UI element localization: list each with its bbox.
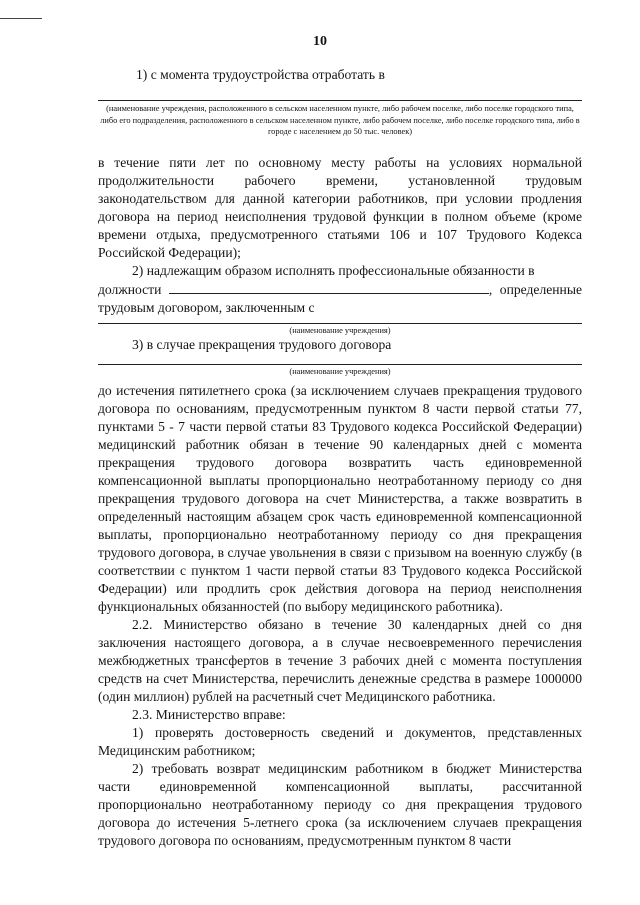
position-blank <box>169 280 489 294</box>
clause-2-tail: трудовым договором, заключенным с <box>98 299 315 315</box>
scan-corner-mark <box>0 18 42 19</box>
clause-2-position-label: должности <box>98 281 162 297</box>
clause-1-caption: (наименование учреждения, расположенного в сельском населенном пункте, либо рабочем поселке, либо поселке городского типа, либо его подразделения, расположенного в сельском населенном пункте, либо рабочем поселке, либо поселке городского типа, либо в городе с населением до 50 тыс. человек) <box>100 104 580 136</box>
clause-1-lead: 1) с момента трудоустройства отработать в <box>136 67 385 82</box>
section-2-3-item-1: 1) проверять достоверность сведений и документов, представленных Медицинским работником; <box>98 724 582 758</box>
clause-3-lead: 3) в случае прекращения трудового договора <box>132 337 392 352</box>
clause-2-position-line <box>98 280 582 299</box>
section-2-3-heading: 2.3. Министерство вправе: <box>132 706 286 722</box>
section-2-3-item-2: 2) требовать возврат медицинским работником в бюджет Министерства части единовременной компенсационной выплаты, рассчитанной пропорционально неотработанному периоду со дня прекращения трудового договора до истечения 5-летнего срока (за исключением случаев прекращения трудового договора по основаниям, предусмотренным пунктом 8 части <box>98 760 582 848</box>
page-number: 10 <box>313 34 327 49</box>
clause-2-position-tail: , определенные <box>488 281 582 297</box>
section-2-2: 2.2. Министерство обязано в течение 30 календарных дней со дня заключения настоящего договора, а в случае несвоевременного перечисления межбюджетных трансфертов в течение 3 рабочих дней с момента поступления средств на счет Министерства, перечислить денежные средства в размере 1000000 (один миллион) рублей на расчетный счет Медицинского работника. <box>98 616 582 704</box>
clause-1-text: в течение пяти лет по основному месту работы на условиях нормальной продолжительности рабочего времени, установленной трудовым законодательством для данной категории работников, при условии продления договора на период неисполнения трудовой функции в полном объеме (кроме времени отдыха, предусмотренного статьями 106 и 107 Трудового Кодекса Российской Федерации); <box>98 154 582 260</box>
clause-2-lead: 2) надлежащим образом исполнять профессиональные обязанности в <box>132 262 535 278</box>
clause-1-blank-line <box>98 84 582 101</box>
clause-3-caption: (наименование учреждения) <box>289 367 391 376</box>
contract-body <box>98 66 582 850</box>
clause-2-caption: (наименование учреждения) <box>289 325 391 335</box>
clause-2-blank-line <box>98 317 582 324</box>
clause-3-blank-line <box>98 354 582 365</box>
clause-3-text: до истечения пятилетнего срока (за исключением случаев прекращения трудового договора по основаниям, предусмотренным пунктом 8 части первой статьи 77, пунктами 5 - 7 части первой статьи 83 Трудового кодекса Российской Федерации) медицинский работник обязан в течение 90 календарных дней с момента прекращения трудового договора возвратить часть единовременной компенсационной выплаты пропорционально неотработанному периоду со дня прекращения трудового договора на счет Министерства, а также возвратить в определенный настоящим абзацем срок часть единовременной компенсационной выплаты, пропорционально неотработанному периоду со дня прекращения трудового договора, в случае увольнения в связи с призывом на военную службу (в соответствии с пунктом 1 части первой статьи 83 Трудового кодекса Российской Федерации) или продлить срок действия договора на период неисполнения функциональных обязанностей (по выбору медицинского работника). <box>98 382 582 614</box>
